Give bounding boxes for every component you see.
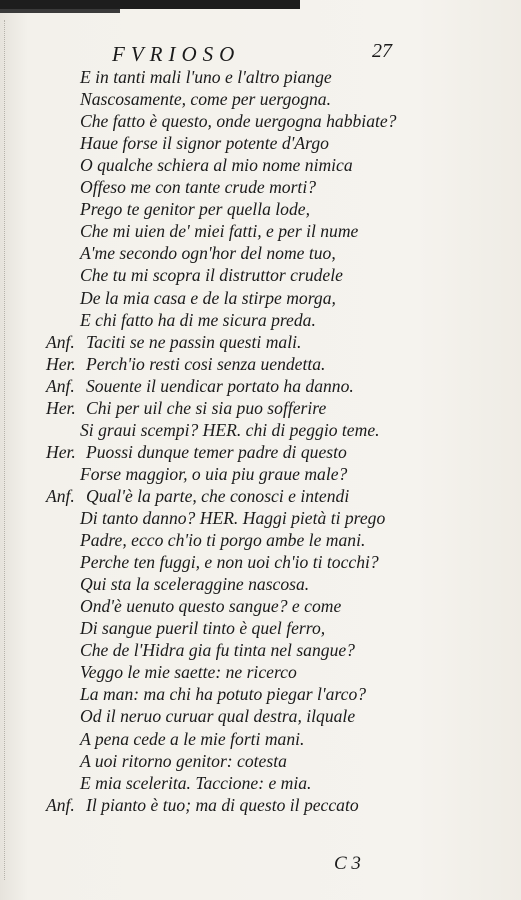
- verse-line: Qual'è la parte, che conosci e intendi: [86, 485, 350, 506]
- verse-line: Chi per uil che si sia puo sofferire: [86, 397, 327, 418]
- binding-gutter: [4, 20, 17, 880]
- verse-line: Forse maggior, o uia piu graue male?: [80, 463, 348, 484]
- verse-line: Di tanto danno? HER. Haggi pietà ti prego: [80, 508, 386, 528]
- verse-line: Prego te genitor per quella lode,: [80, 199, 310, 220]
- speaker-label: Her.: [46, 397, 76, 418]
- verse-line: Padre, ecco ch'io ti porgo ambe le mani.: [80, 530, 366, 551]
- verse-line: O qualche schiera al mio nome nimica: [80, 155, 353, 176]
- running-head: FVRIOSO: [112, 42, 241, 66]
- speaker-label: Anf.: [46, 331, 75, 352]
- verse-line: Veggo le mie saette: ne ricerco: [80, 662, 297, 683]
- page-top-shadow-inner: [0, 9, 120, 13]
- verse-line: Haue forse il signor potente d'Argo: [80, 133, 329, 154]
- verse-line: Che de l'Hidra gia fu tinta nel sangue?: [80, 640, 355, 661]
- verse-line: E mia scelerita. Taccione: e mia.: [80, 772, 312, 793]
- page-number: 27: [372, 40, 392, 62]
- verse-line: Il pianto è tuo; ma di questo il peccato: [86, 794, 359, 815]
- verse-line: Taciti se ne passin questi mali.: [86, 331, 302, 352]
- verse-line: Offeso me con tante crude morti?: [80, 177, 317, 198]
- verse-line: Souente il uendicar portato ha danno.: [86, 375, 354, 396]
- verse-line: Nascosamente, come per uergogna.: [80, 89, 331, 110]
- verse-line: E in tanti mali l'uno e l'altro piange: [80, 67, 332, 87]
- speaker-label: Her.: [46, 353, 76, 374]
- speaker-label: Anf.: [46, 375, 75, 396]
- verse-line: Od il neruo curuar qual destra, ilquale: [80, 706, 356, 727]
- verse-line: Perche ten fuggi, e non uoi ch'io ti tocchi?: [80, 552, 379, 573]
- verse-line: A uoi ritorno genitor: cotesta: [80, 750, 287, 771]
- verse-line: Di sangue pueril tinto è quel ferro,: [80, 618, 326, 639]
- verse-line: La man: ma chi ha potuto piegar l'arco?: [80, 684, 367, 705]
- verse-line: De la mia casa e de la stirpe morga,: [80, 287, 336, 308]
- verse-line: Che mi uien de' miei fatti, e per il nume: [80, 221, 359, 242]
- signature-mark: C 3: [334, 853, 361, 874]
- verse-line: Puossi dunque temer padre di questo: [86, 441, 347, 462]
- verse-line: Ond'è uenuto questo sangue? e come: [80, 596, 342, 617]
- verse-line: Che tu mi scopra il distruttor crudele: [80, 265, 343, 286]
- page-top-shadow: [0, 0, 300, 9]
- speaker-label: Anf.: [46, 794, 75, 815]
- speaker-label: Anf.: [46, 485, 75, 506]
- verse-line: Che fatto è questo, onde uergogna habbiate?: [80, 111, 397, 132]
- verse-line: A pena cede a le mie forti mani.: [80, 728, 305, 749]
- verse-line: Qui sta la sceleraggine nascosa.: [80, 574, 310, 595]
- verse-line: Perch'io resti cosi senza uendetta.: [86, 353, 326, 374]
- speaker-label: Her.: [46, 441, 76, 462]
- verse-line: A'me secondo ogn'hor del nome tuo,: [80, 243, 336, 264]
- verse-line: Si graui scempi? HER. chi di peggio teme.: [80, 419, 380, 440]
- verse-line: E chi fatto ha di me sicura preda.: [80, 309, 316, 330]
